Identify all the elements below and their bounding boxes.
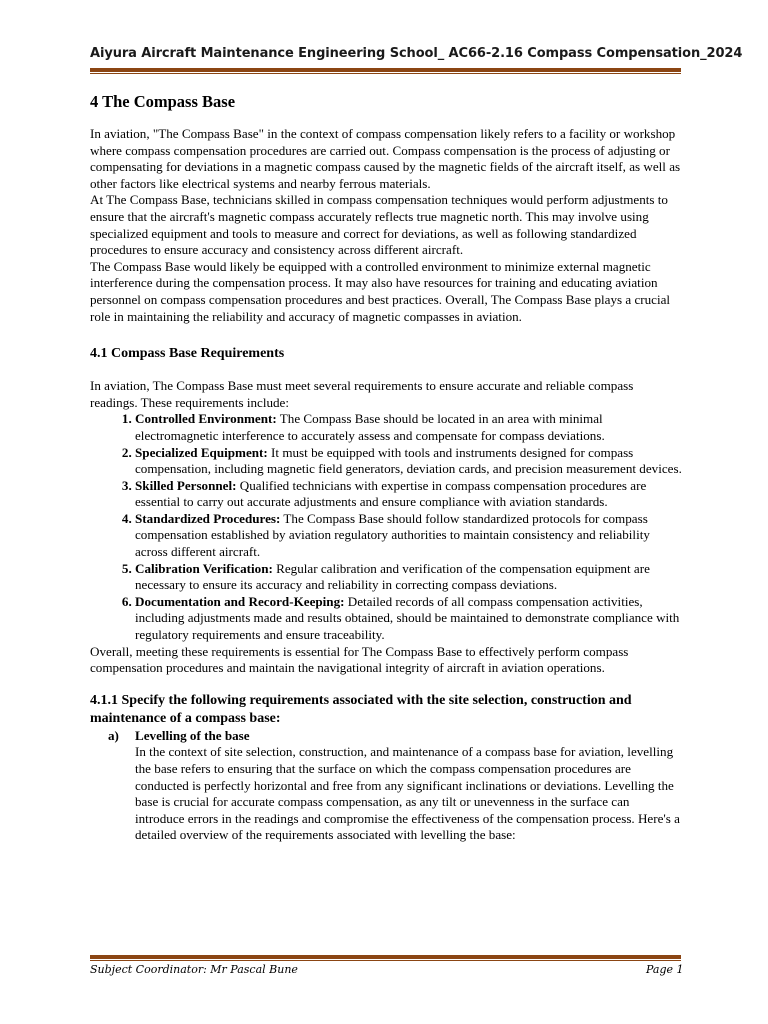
list-item — [135, 561, 682, 594]
list-marker: a) — [108, 727, 119, 743]
header-rule-thin — [90, 73, 681, 74]
footer-rule-thin — [90, 960, 681, 961]
list-item-text: In the context of site selection, construction, and maintenance of a compass base for aviation, levelling the base refers to ensuring that the surface on which the compass compensation procedures are conducted is perfectly horizontal and free from any significant inclinations or deviations. Levelling the base is crucial for accurate compass compensation, as any tilt or unevenness in the surface can introduce errors in the readings and compromise the effectiveness of the compensation process. Here's a detailed overview of the requirements associated with levelling the base: — [135, 744, 680, 843]
requirements-list — [90, 411, 682, 643]
footer-rule — [90, 955, 681, 959]
section-4-heading: 4 The Compass Base — [90, 92, 236, 111]
list-item-text: It must be equipped with tools and instruments designed for compass compensation, including magnetic field generators, deviation cards, and precision measurement devices. — [135, 444, 682, 477]
list-item-text: The Compass Base should be located in an area with minimal electromagnetic interference to accurately assess and compensate for compass deviations. — [135, 411, 605, 443]
section-4-1-1-heading: 4.1.1 Specify the following requirements associated with the site selection, construction and maintenance of a compass base: — [90, 692, 632, 726]
list-item-text: Detailed records of all compass compensation activities, including adjustments made and results obtained, should be maintained to demonstrate compliance with regulatory requirements and ensure traceability. — [135, 593, 680, 643]
list-item-text: The Compass Base should follow standardized protocols for compass compensation established by aviation regulatory authorities to maintain consistency and reliability across different aircraft. — [135, 510, 650, 560]
section-4-paragraph-2: At The Compass Base, technicians skilled in compass compensation techniques would perform adjustments to ensure that the aircraft's magnetic compass accurately reflects true magnetic north. This may involve using specialized equipment and tools to measure and correct for deviations, as well as following standardized procedures to ensure accuracy and consistency across different aircraft. — [90, 192, 668, 258]
header-rule — [90, 68, 681, 72]
section-4-paragraph-3: The Compass Base would likely be equipped with a controlled environment to minimize external magnetic interference during the compensation process. It may also have resources for training and educating aviation personnel on compass compensation procedures and best practices. Overall, The Compass Base plays a crucial role in maintaining the reliability and accuracy of magnetic compasses in aviation. — [90, 258, 671, 324]
document-header: Aiyura Aircraft Maintenance Engineering School_ AC66-2.16 Compass Compensation_2024 — [90, 46, 743, 61]
list-item-text: Qualified technicians with expertise in compass compensation procedures are essential to carry out accurate adjustments and ensure compliance with aviation standards. — [135, 477, 647, 510]
list-item — [108, 727, 682, 844]
section-4-1-intro: In aviation, The Compass Base must meet several requirements to ensure accurate and reliable compass readings. These requirements include: — [90, 378, 634, 410]
page-number: Page 1 — [646, 963, 684, 976]
list-item-title: Levelling of the base — [135, 727, 250, 743]
list-item — [135, 411, 682, 444]
list-item — [135, 478, 682, 511]
list-item-title: Calibration Verification: — [135, 560, 273, 576]
footer-coordinator: Subject Coordinator: Mr Pascal Bune — [90, 963, 298, 976]
list-item-title: Standardized Procedures: — [135, 510, 281, 526]
list-item — [135, 594, 682, 644]
list-item — [135, 511, 682, 561]
section-4-paragraph-1: In aviation, "The Compass Base" in the context of compass compensation likely refers to a facility or workshop where compass compensation procedures are carried out. Compass compensation is the process of adjusting or compensating for deviations in a magnetic compass caused by the magnetic fields of the aircraft itself, as well as other factors like electrical systems and nearby ferrous materials. — [90, 126, 681, 191]
list-item-title: Specialized Equipment: — [135, 444, 268, 460]
section-4-1-outro: Overall, meeting these requirements is essential for The Compass Base to effectively perform compass compensation procedures and maintain the navigational integrity of aircraft in aviation operations. — [90, 643, 629, 676]
list-item-text: Regular calibration and verification of the compensation equipment are necessary to ensure its accuracy and reliability in correcting compass deviations. — [135, 560, 650, 593]
page-body — [90, 92, 682, 844]
list-item-title: Controlled Environment: — [135, 411, 277, 427]
list-item-title: Documentation and Record-Keeping: — [135, 593, 345, 609]
list-item — [135, 445, 682, 478]
alpha-list — [90, 728, 682, 844]
list-item-title: Skilled Personnel: — [135, 477, 237, 493]
section-4-1-heading: 4.1 Compass Base Requirements — [90, 346, 285, 362]
